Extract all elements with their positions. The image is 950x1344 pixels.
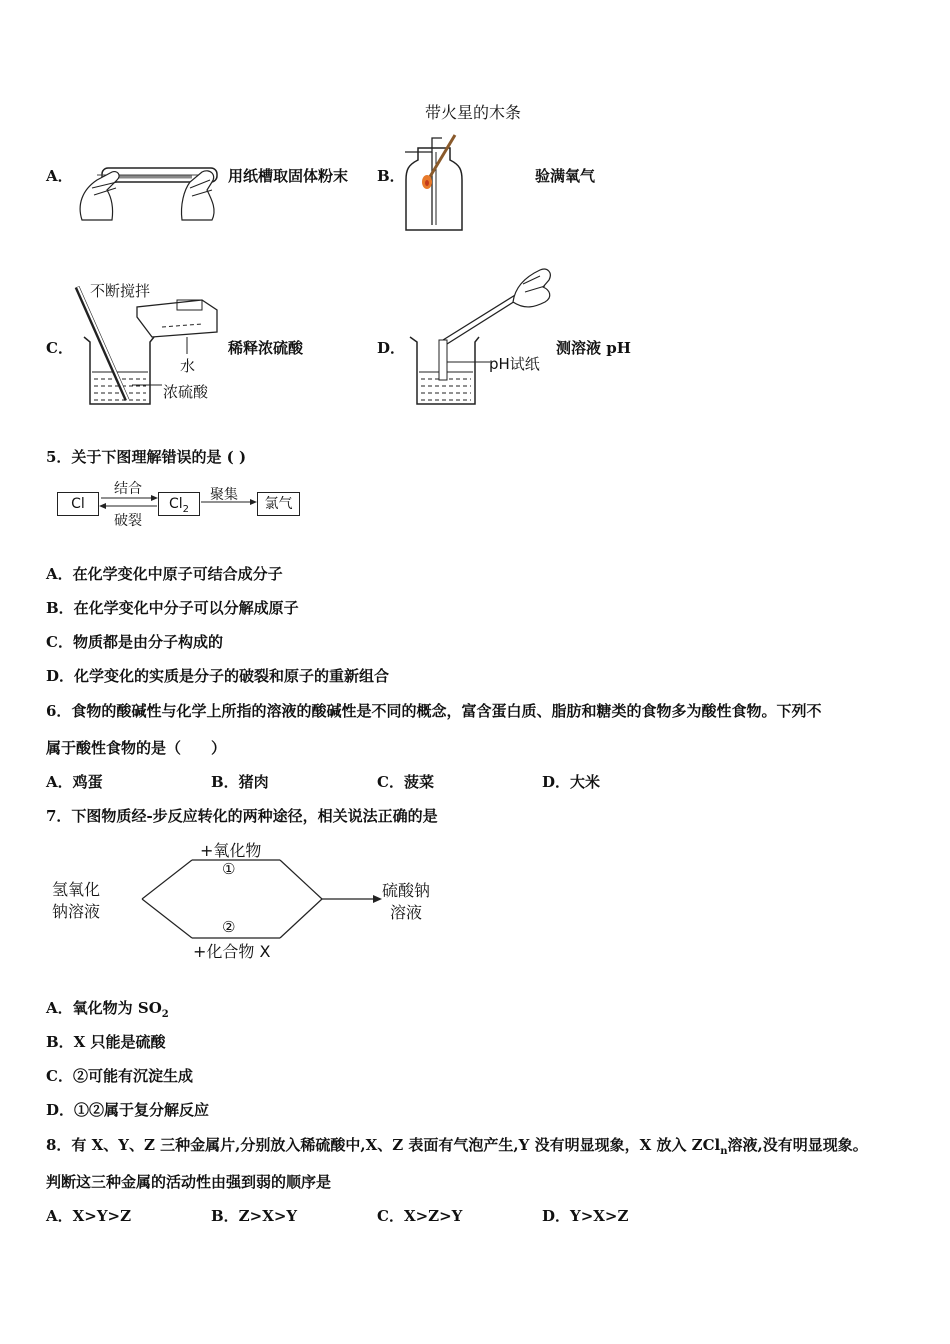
combine-label: 结合 (114, 481, 142, 497)
question-stem-line2: 判断这三种金属的活动性由强到弱的顺序是 (46, 1173, 332, 1191)
question-stem-line1: 8．有 X、Y、Z 三种金属片,分别放入稀硫酸中,X、Z 表面有气泡产生,Y 没有明显现象，X 放入 ZCl$_n$溶液,没有明显现象。 (46, 1136, 868, 1157)
option-a: A．X>Y>Z (46, 1207, 132, 1225)
cl-atom-box: Cl (57, 492, 99, 516)
option-text: 测溶液 pH (556, 339, 631, 357)
cl2-molecule-box: $Cl_2$ (158, 492, 200, 516)
end-label-line2: 溶液 (390, 903, 423, 922)
water-label: 水 (180, 357, 196, 375)
chlorine-gas-box: 氯气 (257, 492, 300, 516)
option-a: A．鸡蛋 (46, 773, 103, 791)
option-letter: B． (377, 167, 405, 185)
option-d: D．①②属于复分解反应 (46, 1101, 210, 1119)
option-d: D．大米 (542, 773, 601, 791)
option-letter: C． (46, 339, 73, 357)
bottom-path-label: +化合物 X (193, 942, 271, 961)
option-text: 稀释浓硫酸 (228, 339, 304, 357)
option-text: 验满氧气 (535, 167, 596, 185)
conc-acid-label: 浓硫酸 (163, 383, 209, 401)
pathway-lines (100, 850, 390, 950)
ph-paper-label: pH试纸 (489, 355, 540, 373)
option-b: B．在化学变化中分子可以分解成原子 (46, 599, 299, 617)
option-b: B．Z>X>Y (211, 1207, 298, 1225)
question-stem-line1: 6．食物的酸碱性与化学上所指的溶液的酸碱性是不同的概念，富含蛋白质、脂肪和糖类的食物多为酸性食物。下列不 (46, 702, 822, 720)
stir-label: 不断搅拌 (90, 282, 151, 300)
option-letter: A． (46, 167, 73, 185)
break-label: 破裂 (114, 513, 142, 529)
glowing-splint-label: 带火星的木条 (425, 103, 522, 122)
option-c: C．菠菜 (377, 773, 434, 791)
option-a: A．在化学变化中原子可结合成分子 (46, 565, 283, 583)
option-b: B．猪肉 (211, 773, 269, 791)
option-text: 用纸槽取固体粉末 (228, 167, 349, 185)
top-path-number: ① (222, 860, 236, 878)
top-path-label: +氧化物 (200, 841, 262, 860)
option-a: A．氧化物为 $SO_2$ (46, 999, 169, 1020)
start-label-line1: 氢氧化 (52, 880, 101, 899)
option-letter: D． (377, 339, 406, 357)
gather-label: 聚集 (210, 487, 238, 503)
option-c: C．物质都是由分子构成的 (46, 633, 223, 651)
question-stem-line2: 属于酸性食物的是（ ） (46, 739, 227, 757)
option-d: D．化学变化的实质是分子的破裂和原子的重新组合 (46, 667, 390, 685)
ph-test-figure (405, 262, 555, 410)
option-c: C．②可能有沉淀生成 (46, 1067, 193, 1085)
paper-trough-figure (72, 150, 227, 225)
gas-bottle-figure (400, 120, 470, 235)
option-b: B．X 只能是硫酸 (46, 1033, 166, 1051)
start-label-line2: 钠溶液 (52, 902, 101, 921)
option-c: C．X>Z>Y (377, 1207, 463, 1225)
question-stem: 7．下图物质经-步反应转化的两种途径，相关说法正确的是 (46, 807, 438, 825)
question-stem: 5．关于下图理解错误的是 ( ) (46, 448, 247, 466)
option-d: D．Y>X>Z (542, 1207, 629, 1225)
bottom-path-number: ② (222, 918, 236, 936)
end-label-line1: 硫酸钠 (382, 881, 431, 900)
